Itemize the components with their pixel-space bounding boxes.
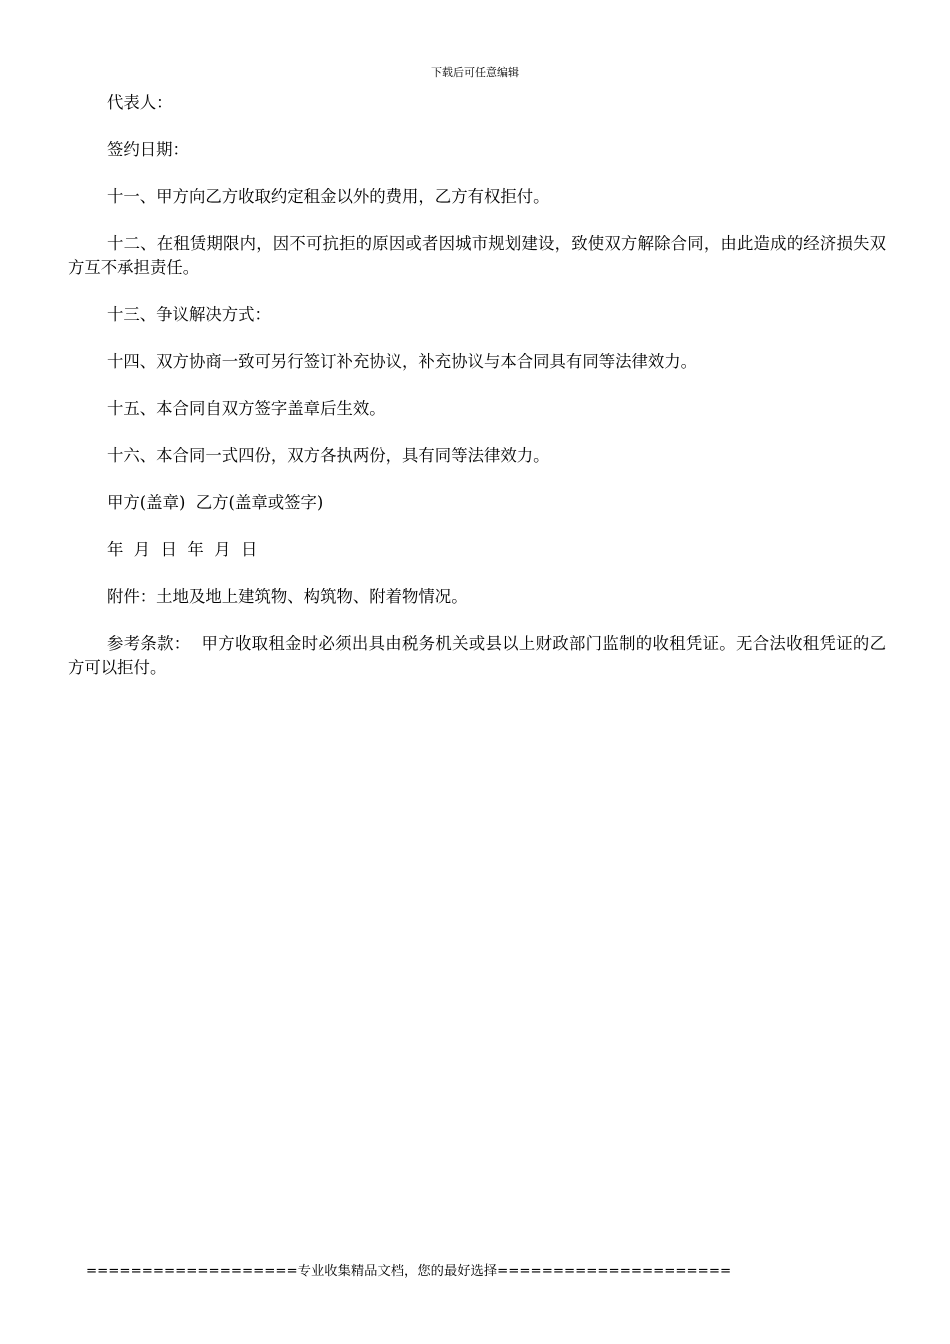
attachment-line: 附件：土地及地上建筑物、构筑物、附着物情况。 <box>107 587 468 606</box>
clause-11: 十一、甲方向乙方收取约定租金以外的费用，乙方有权拒付。 <box>107 187 550 206</box>
representative-line: 代表人： <box>107 93 173 112</box>
clause-16: 十六、本合同一式四份，双方各执两份，具有同等法律效力。 <box>107 446 550 465</box>
document-body <box>68 91 886 703</box>
clause-14: 十四、双方协商一致可另行签订补充协议，补充协议与本合同具有同等法律效力。 <box>107 352 698 371</box>
date-line: 年 月 日 年 月 日 <box>107 540 258 559</box>
clause-13: 十三、争议解决方式： <box>107 305 271 324</box>
footer-note: ===================专业收集精品文档，您的最好选择===================== <box>86 1264 732 1279</box>
party-signature-line: 甲方(盖章) 乙方(盖章或签字) <box>107 493 324 512</box>
clause-15: 十五、本合同自双方签字盖章后生效。 <box>107 399 386 418</box>
signing-date-line: 签约日期： <box>107 140 189 159</box>
reference-clause: 参考条款： 甲方收取租金时必须出具由税务机关或县以上财政部门监制的收租凭证。无合法收租凭证的乙方可以拒付。 <box>68 634 886 677</box>
clause-12: 十二、在租赁期限内，因不可抗拒的原因或者因城市规划建设，致使双方解除合同，由此造成的经济损失双方互不承担责任。 <box>68 234 886 277</box>
header-note: 下载后可任意编辑 <box>431 66 519 79</box>
